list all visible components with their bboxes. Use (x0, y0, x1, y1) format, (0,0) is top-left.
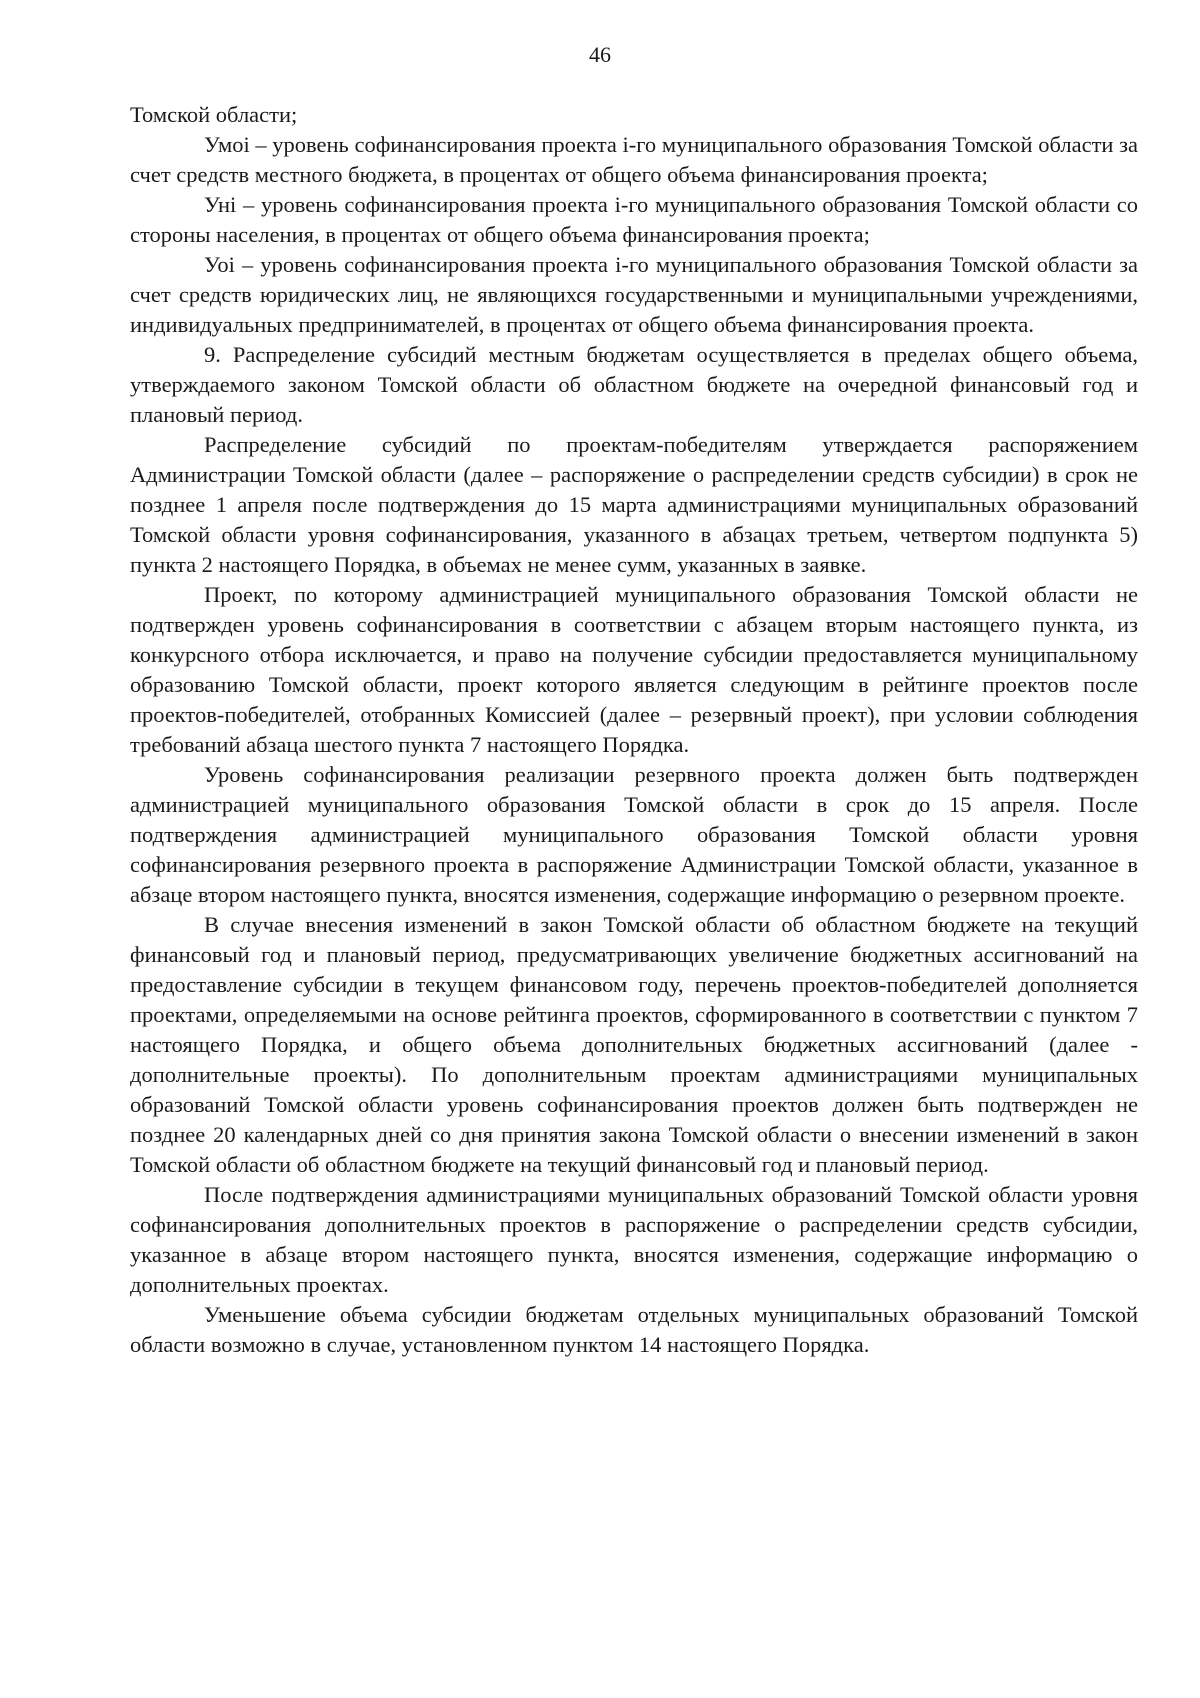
paragraph-item-9: 9. Распределение субсидий местным бюджетам осуществляется в пределах общего объема, утверждаемого законом Томской области об областном бюджете на очередной финансовый год и плановый период. (130, 342, 1138, 427)
paragraph-reserve-level: Уровень софинансирования реализации резервного проекта должен быть подтвержден администрацией муниципального образования Томской области в срок до 15 апреля. После подтверждения администрацией муниципального образования Томской области уровня софинансирования резервного проекта в распоряжение Администрации Томской области, указанное в абзаце втором настоящего пункта, вносятся изменения, содержащие информацию о резервном проекте. (130, 762, 1138, 907)
paragraph-uni-definition: Уні – уровень софинансирования проекта i-го муниципального образования Томской области со стороны населения, в процентах от общего объема финансирования проекта; (130, 192, 1138, 247)
paragraph-additional-projects: После подтверждения администрациями муниципальных образований Томской области уровня софинансирования дополнительных проектов в распоряжение о распределении средств субсидии, указанное в абзаце втором настоящего пункта, вносятся изменения, содержащие информацию о дополнительных проектах. (130, 1182, 1138, 1297)
paragraph-reduction: Уменьшение объема субсидии бюджетам отдельных муниципальных образований Томской области возможно в случае, установленном пунктом 14 настоящего Порядка. (130, 1302, 1138, 1357)
paragraph-distribution: Распределение субсидий по проектам-победителям утверждается распоряжением Администрации Томской области (далее – распоряжение о распределении средств субсидии) в срок не позднее 1 апреля после подтверждения до 15 марта администрациями муниципальных образований Томской области уровня софинансирования, указанного в абзацах третьем, четвертом подпункта 5) пункта 2 настоящего Порядка, в объемах не менее сумм, указанных в заявке. (130, 432, 1138, 577)
paragraph-budget-changes: В случае внесения изменений в закон Томской области об областном бюджете на текущий финансовый год и плановый период, предусматривающих увеличение бюджетных ассигнований на предоставление субсидии в текущем финансовом году, перечень проектов-победителей дополняется проектами, определяемыми на основе рейтинга проектов, сформированного в соответствии с пунктом 7 настоящего Порядка, и общего объема дополнительных бюджетных ассигнований (далее - дополнительные проекты). По дополнительным проектам администрациями муниципальных образований Томской области уровень софинансирования проектов должен быть подтвержден не позднее 20 календарных дней со дня принятия закона Томской области о внесении изменений в закон Томской области об областном бюджете на текущий финансовый год и плановый период. (130, 912, 1138, 1177)
paragraph-reserve-project: Проект, по которому администрацией муниципального образования Томской области не подтвержден уровень софинансирования в соответствии с абзацем вторым настоящего пункта, из конкурсного отбора исключается, и право на получение субсидии предоставляется муниципальному образованию Томской области, проект которого является следующим в рейтинге проектов после проектов-победителей, отобранных Комиссией (далее – резервный проект), при условии соблюдения требований абзаца шестого пункта 7 настоящего Порядка. (130, 582, 1138, 757)
paragraph-continuation: Томской области; (130, 102, 298, 127)
page-number: 46 (589, 42, 611, 67)
paragraph-uoi-definition: Уоi – уровень софинансирования проекта i-го муниципального образования Томской области за счет средств юридических лиц, не являющихся государственными и муниципальными учреждениями, индивидуальных предпринимателей, в процентах от общего объема финансирования проекта. (130, 252, 1138, 337)
paragraph-umoi-definition: Умоi – уровень софинансирования проекта i-го муниципального образования Томской области за счет средств местного бюджета, в процентах от общего объема финансирования проекта; (130, 132, 1138, 187)
document-body (130, 100, 1138, 1360)
